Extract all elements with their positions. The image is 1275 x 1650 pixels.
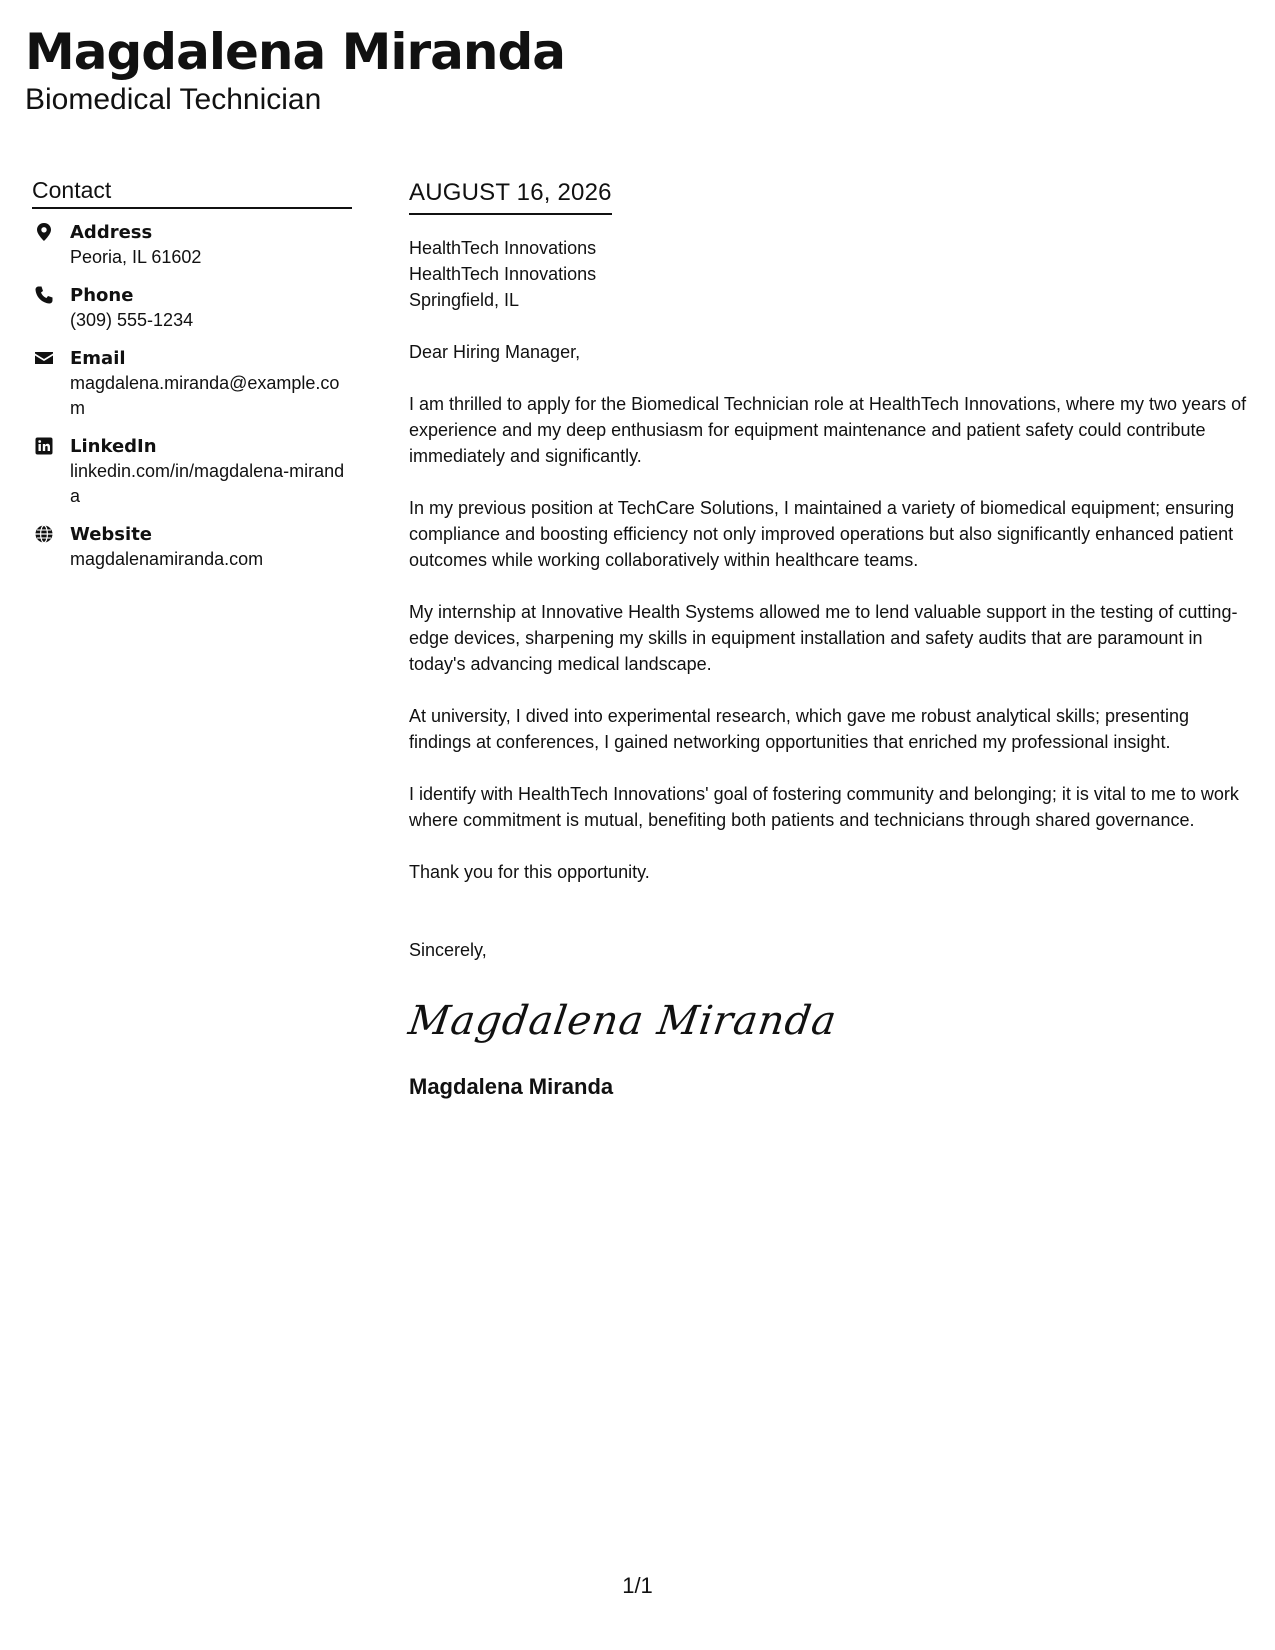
recipient-line: HealthTech Innovations — [409, 238, 597, 258]
website-value: magdalenamiranda.com — [70, 549, 264, 569]
linkedin-icon — [34, 436, 54, 456]
signer-name: Magdalena Miranda — [409, 1074, 614, 1099]
cover-letter — [405, 178, 1249, 1101]
handwritten-signature: Magdalena Miranda — [405, 998, 840, 1044]
page-number: 1/1 — [622, 1573, 653, 1598]
recipient-block — [409, 235, 1249, 313]
job-title: Biomedical Technician — [25, 83, 322, 116]
letter-date: AUGUST 16, 2026 — [409, 178, 612, 215]
address-value: Peoria, IL 61602 — [70, 247, 202, 267]
email-label: Email — [70, 348, 126, 369]
letter-paragraph: At university, I dived into experimental research, which gave me robust analytical skills; presenting findings at conferences, I gained networking opportunities that enriched my professional insight. — [409, 706, 1190, 752]
letter-paragraph: I am thrilled to apply for the Biomedical Technician role at HealthTech Innovations, where my two years of experience and my deep enthusiasm for equipment maintenance and patient safety could contribute immediately and significantly. — [409, 394, 1247, 466]
applicant-name: Magdalena Miranda — [25, 23, 566, 81]
thank-you-line: Thank you for this opportunity. — [409, 862, 650, 882]
resume-header — [25, 22, 565, 118]
closing: Sincerely, — [409, 940, 487, 960]
phone-icon — [34, 285, 54, 305]
contact-sidebar — [32, 176, 352, 586]
envelope-icon — [34, 348, 54, 368]
contact-item-address — [32, 221, 352, 270]
recipient-line: Springfield, IL — [409, 290, 520, 310]
website-label: Website — [70, 524, 153, 545]
salutation: Dear Hiring Manager, — [409, 342, 581, 362]
phone-label: Phone — [70, 285, 134, 306]
phone-value: (309) 555-1234 — [70, 310, 194, 330]
letter-paragraph: I identify with HealthTech Innovations' goal of fostering community and belonging; it is vital to me to work where commitment is mutual, benefiting both patients and technicians through shared governance. — [409, 784, 1239, 830]
linkedin-label: LinkedIn — [70, 436, 157, 457]
contact-item-linkedin — [32, 435, 352, 509]
email-value: magdalena.miranda@example.com — [70, 373, 340, 418]
linkedin-value: linkedin.com/in/magdalena-miranda — [70, 461, 345, 506]
letter-paragraph: In my previous position at TechCare Solutions, I maintained a variety of biomedical equipment; ensuring compliance and boosting efficiency not only improved operations but also significantly enhanced patient outcomes while working collaboratively within healthcare teams. — [409, 498, 1235, 570]
recipient-line: HealthTech Innovations — [409, 264, 597, 284]
address-label: Address — [70, 222, 153, 243]
contact-item-website — [32, 523, 352, 572]
map-pin-icon — [34, 222, 54, 242]
contact-item-phone — [32, 284, 352, 333]
contact-section-title: Contact — [32, 176, 352, 209]
contact-item-email — [32, 347, 352, 421]
letter-paragraph: My internship at Innovative Health Systems allowed me to lend valuable support in the testing of cutting-edge devices, sharpening my skills in equipment installation and safety audits that are paramount in today's advancing medical landscape. — [409, 602, 1238, 674]
globe-icon — [34, 524, 54, 544]
